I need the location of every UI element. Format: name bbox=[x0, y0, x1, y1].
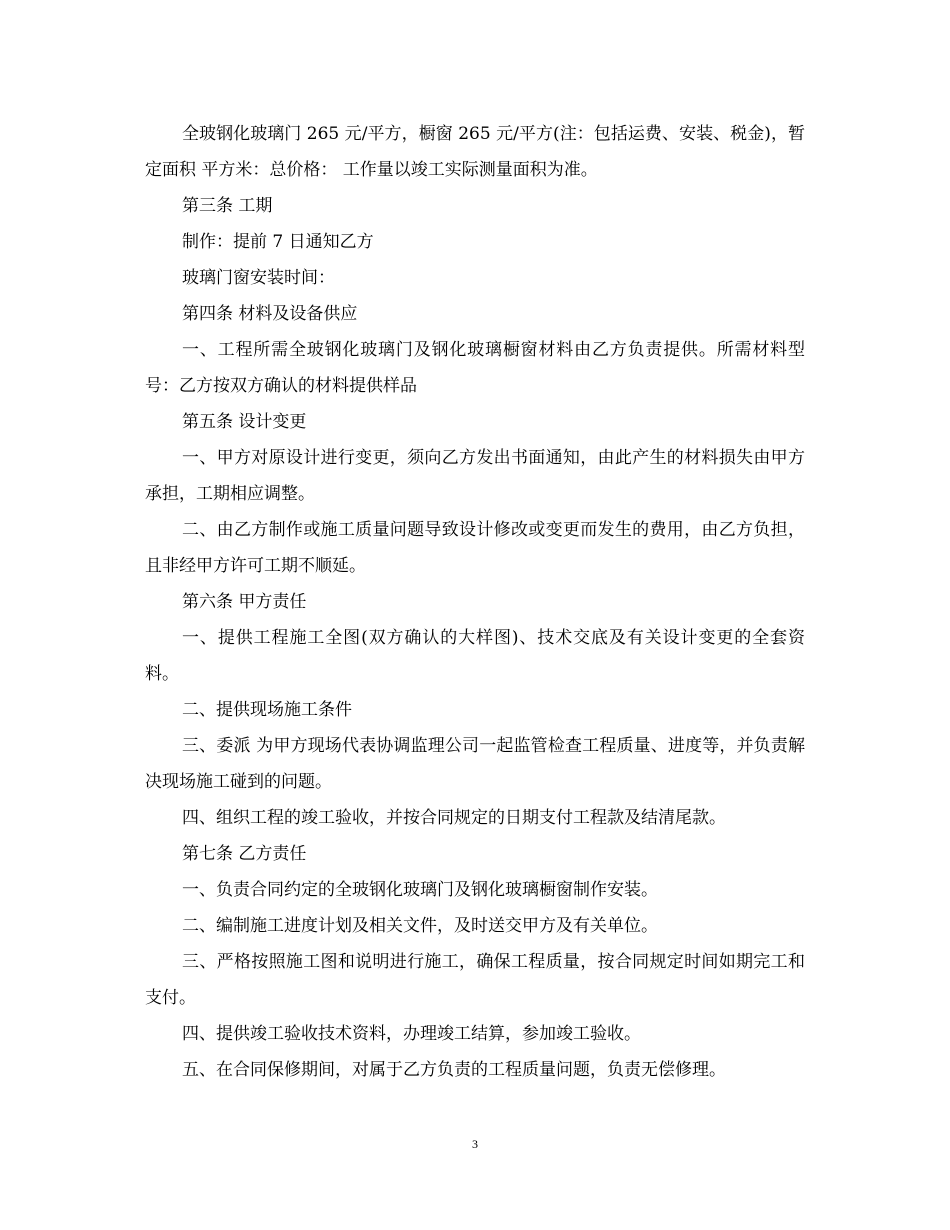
heading-article-4: 第四条 材料及设备供应 bbox=[182, 304, 358, 324]
paragraph-party-a-2: 二、提供现场施工条件 bbox=[182, 700, 352, 720]
paragraph-materials-1: 一、工程所需全玻钢化玻璃门及钢化玻璃橱窗材料由乙方负责提供。所需材料型号：乙方按双方确认的材料提供样品 bbox=[145, 340, 805, 396]
paragraph-design-change-2: 二、由乙方制作或施工质量问题导致设计修改或变更而发生的费用，由乙方负担，且非经甲方许可工期不顺延。 bbox=[145, 520, 805, 576]
paragraph-price: 全玻钢化玻璃门 265 元/平方，橱窗 265 元/平方(注：包括运费、安装、税金)，暂定面积 平方米：总价格： 工作量以竣工实际测量面积为准。 bbox=[145, 124, 805, 180]
heading-article-7: 第七条 乙方责任 bbox=[182, 844, 307, 864]
paragraph-design-change-1: 一、甲方对原设计进行变更，须向乙方发出书面通知，由此产生的材料损失由甲方承担，工期相应调整。 bbox=[145, 448, 805, 504]
paragraph-party-a-1: 一、提供工程施工全图(双方确认的大样图)、技术交底及有关设计变更的全套资料。 bbox=[145, 628, 805, 684]
paragraph-party-b-4: 四、提供竣工验收技术资料，办理竣工结算，参加竣工验收。 bbox=[182, 1024, 641, 1044]
heading-article-6: 第六条 甲方责任 bbox=[182, 592, 307, 612]
paragraph-production-notice: 制作：提前 7 日通知乙方 bbox=[182, 232, 374, 252]
paragraph-party-a-3: 三、委派 为甲方现场代表协调监理公司一起监管检查工程质量、进度等，并负责解决现场施工碰到的问题。 bbox=[145, 736, 805, 792]
paragraph-install-time: 玻璃门窗安装时间： bbox=[182, 268, 335, 288]
paragraph-party-a-4: 四、组织工程的竣工验收，并按合同规定的日期支付工程款及结清尾款。 bbox=[182, 808, 726, 828]
heading-article-3: 第三条 工期 bbox=[182, 196, 273, 216]
paragraph-party-b-3: 三、严格按照施工图和说明进行施工，确保工程质量，按合同规定时间如期完工和支付。 bbox=[145, 952, 805, 1008]
paragraph-party-b-5: 五、在合同保修期间，对属于乙方负责的工程质量问题，负责无偿修理。 bbox=[182, 1060, 726, 1080]
paragraph-party-b-1: 一、负责合同约定的全玻钢化玻璃门及钢化玻璃橱窗制作安装。 bbox=[182, 880, 658, 900]
page-number: 3 bbox=[472, 1137, 478, 1151]
document-body bbox=[145, 116, 805, 1088]
heading-article-5: 第五条 设计变更 bbox=[182, 412, 307, 432]
paragraph-party-b-2: 二、编制施工进度计划及相关文件，及时送交甲方及有关单位。 bbox=[182, 916, 658, 936]
